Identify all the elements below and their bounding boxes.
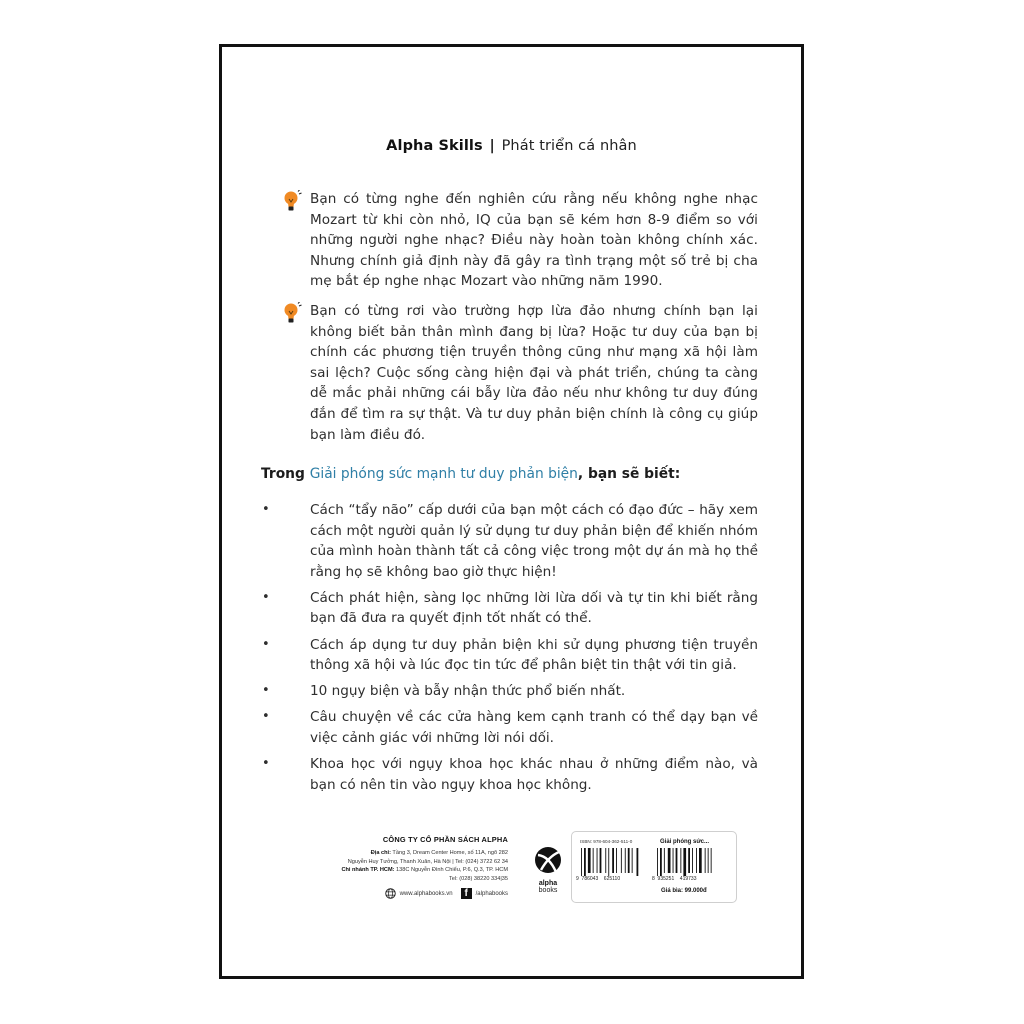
facebook-link[interactable]: /alphabooks [475,890,508,897]
book-title-highlight: Giải phóng sức mạnh tư duy phản biện [309,466,578,482]
barcode-bar [628,848,630,873]
intro-paragraph-2 [310,301,758,445]
publisher-address-line-2: Nguyễn Huy Tưởng, Thanh Xuân, Hà Nội | Tel: (024) 3722 62 34 [347,858,508,865]
barcode-bar [660,848,662,876]
bullet-icon: • [262,589,270,605]
bullet-icon: • [262,709,270,725]
logo-text-alpha: alpha [538,880,558,887]
list-item-text: Khoa học với ngụy khoa học khác nhau ở những điểm nào, và bạn có nên tin vào ngụy khoa học không. [310,756,758,793]
barcode-bar [688,848,690,873]
price-barcode [654,848,716,876]
barcode-bar [588,848,591,873]
barcode-bar [616,848,617,873]
book-back-cover [219,44,804,979]
bullet-icon: • [262,683,270,699]
intro-prefix: Trong [261,466,310,482]
barcode-bar [625,848,626,873]
barcode-bar [632,848,633,873]
barcode-bar [696,848,697,873]
barcode-bar [608,848,609,876]
list-item [261,707,758,748]
address-text: Tầng 3, Dream Center Home, số 11A, ngõ 282 [390,850,508,856]
learning-points-list [261,500,758,801]
barcode-bar [664,848,665,873]
cover-price: Giá bìa: 99.000đ [661,888,707,894]
publisher-links [325,888,508,899]
list-item-text: Cách phát hiện, sàng lọc những lời lừa dối và tự tin khi biết rằng bạn đã đưa ra quyết định tốt nhất có thể. [310,589,758,627]
series-brand: Alpha Skills [386,138,483,154]
barcode-bar [637,848,639,876]
barcode-bar [692,848,693,873]
list-item-text: Câu chuyện về các cửa hàng kem cạnh tranh có thể dạy bạn về việc cảnh giác với những lời nói dối. [310,709,758,746]
barcode-bar [705,848,706,873]
barcode-bar [597,848,598,873]
list-item-text: Cách “tẩy não” cấp dưới của bạn một cách có đạo đức – hãy xem cách một người quản lý sử dụng tư duy phản biện để khiến nhóm của mình hoàn thành tất cả công việc trong một dự án mà họ thề rằng họ sẽ không bao giờ thực hiện! [310,502,758,580]
series-separator: | [489,138,495,154]
barcode-bar [708,848,709,873]
address-label: Địa chỉ: [370,850,391,856]
series-heading [222,138,801,154]
publisher-address-line-1 [325,849,508,858]
list-item [261,588,758,629]
publisher-branch-tel: Tel: (028) 38220 334|35 [449,875,508,882]
barcode-bar [600,848,602,873]
website-link[interactable]: www.alphabooks.vn [399,890,453,897]
barcode-bar [711,848,712,873]
paragraph-text: Bạn có từng rơi vào trường hợp lừa đảo nhưng chính bạn lại không biết bản thân mình đang bị lừa? Hoặc tư duy của bạn bị chính các phương tiện truyền thông cũng như mạng xã hội làm sai lệch? Cuộc sống càng hiện đại và phát triển, chúng ta càng dễ mắc phải những cái bẫy lừa đảo nếu như không tư duy đúng đắn để tìm ra sự thật. Và tư duy phản biện chính là công cụ giúp bạn làm điều đó. [310,303,758,443]
alpha-logo-icon [534,846,562,874]
barcode-bar [605,848,606,873]
list-item [261,681,758,702]
barcode-bar [621,848,622,873]
globe-icon [385,888,396,899]
price-barcode-digits: 8 935251 419733 [652,876,697,882]
lightbulb-icon [283,190,303,212]
series-category: Phát triển cá nhân [501,138,637,154]
barcode-bar [612,848,614,873]
list-item [261,500,758,582]
isbn-barcode-digits: 9 786043 625110 [576,876,621,882]
barcode-bar [680,848,681,873]
list-item [261,754,758,795]
branch-address: 138C Nguyễn Đình Chiểu, P.6, Q.3, TP. HCM [394,867,508,873]
publisher-company-name: CÔNG TY CỔ PHẦN SÁCH ALPHA [382,835,508,844]
barcode-bar [657,848,658,876]
barcode-bar [699,848,702,873]
intro-suffix: , bạn sẽ biết: [577,466,681,482]
branch-label: Chi nhánh TP. HCM: [341,867,395,873]
list-item-text: 10 ngụy biện và bẫy nhận thức phổ biến nhất. [310,683,626,700]
barcode-bar [584,848,586,876]
isbn-label: ISBN: 978-604-362-511-0 [580,839,633,844]
paragraph-text: Bạn có từng nghe đến nghiên cứu rằng nếu không nghe nhạc Mozart từ khi còn nhỏ, IQ của bạn sẽ kém hơn 8-9 điểm so với những người nghe nhạc? Điều này hoàn toàn không chính xác. Nhưng chính giả định này đã gây ra tình trạng một số trẻ bị cha mẹ bắt ép nghe nhạc Mozart vào những năm 1990. [310,191,758,290]
facebook-icon: f [461,888,472,899]
barcode-bar [683,848,686,876]
logo-text-books: books [538,887,558,894]
list-item-text: Cách áp dụng tư duy phản biện khi sử dụng phương tiện truyền thông xã hội và lúc đọc tin tức để phân biệt tin thật với tin giả. [310,636,758,674]
alpha-books-logo [527,846,569,901]
barcode-bar [581,848,582,876]
lightbulb-icon [283,302,303,324]
barcode-bar [673,848,674,873]
isbn-barcode [578,848,640,876]
list-item [261,635,758,676]
intro-paragraph-1 [310,189,758,292]
barcode-panel [571,831,737,903]
you-will-learn-heading [261,466,761,482]
publisher-info [325,835,508,899]
publisher-branch-line [325,866,508,875]
barcode-book-title: Giải phóng sức... [660,839,710,845]
bullet-icon: • [262,756,270,772]
barcode-bar [668,848,671,873]
barcode-bar [593,848,594,873]
bullet-icon: • [262,636,270,652]
bullet-icon: • [262,502,270,517]
barcode-bar [676,848,678,873]
